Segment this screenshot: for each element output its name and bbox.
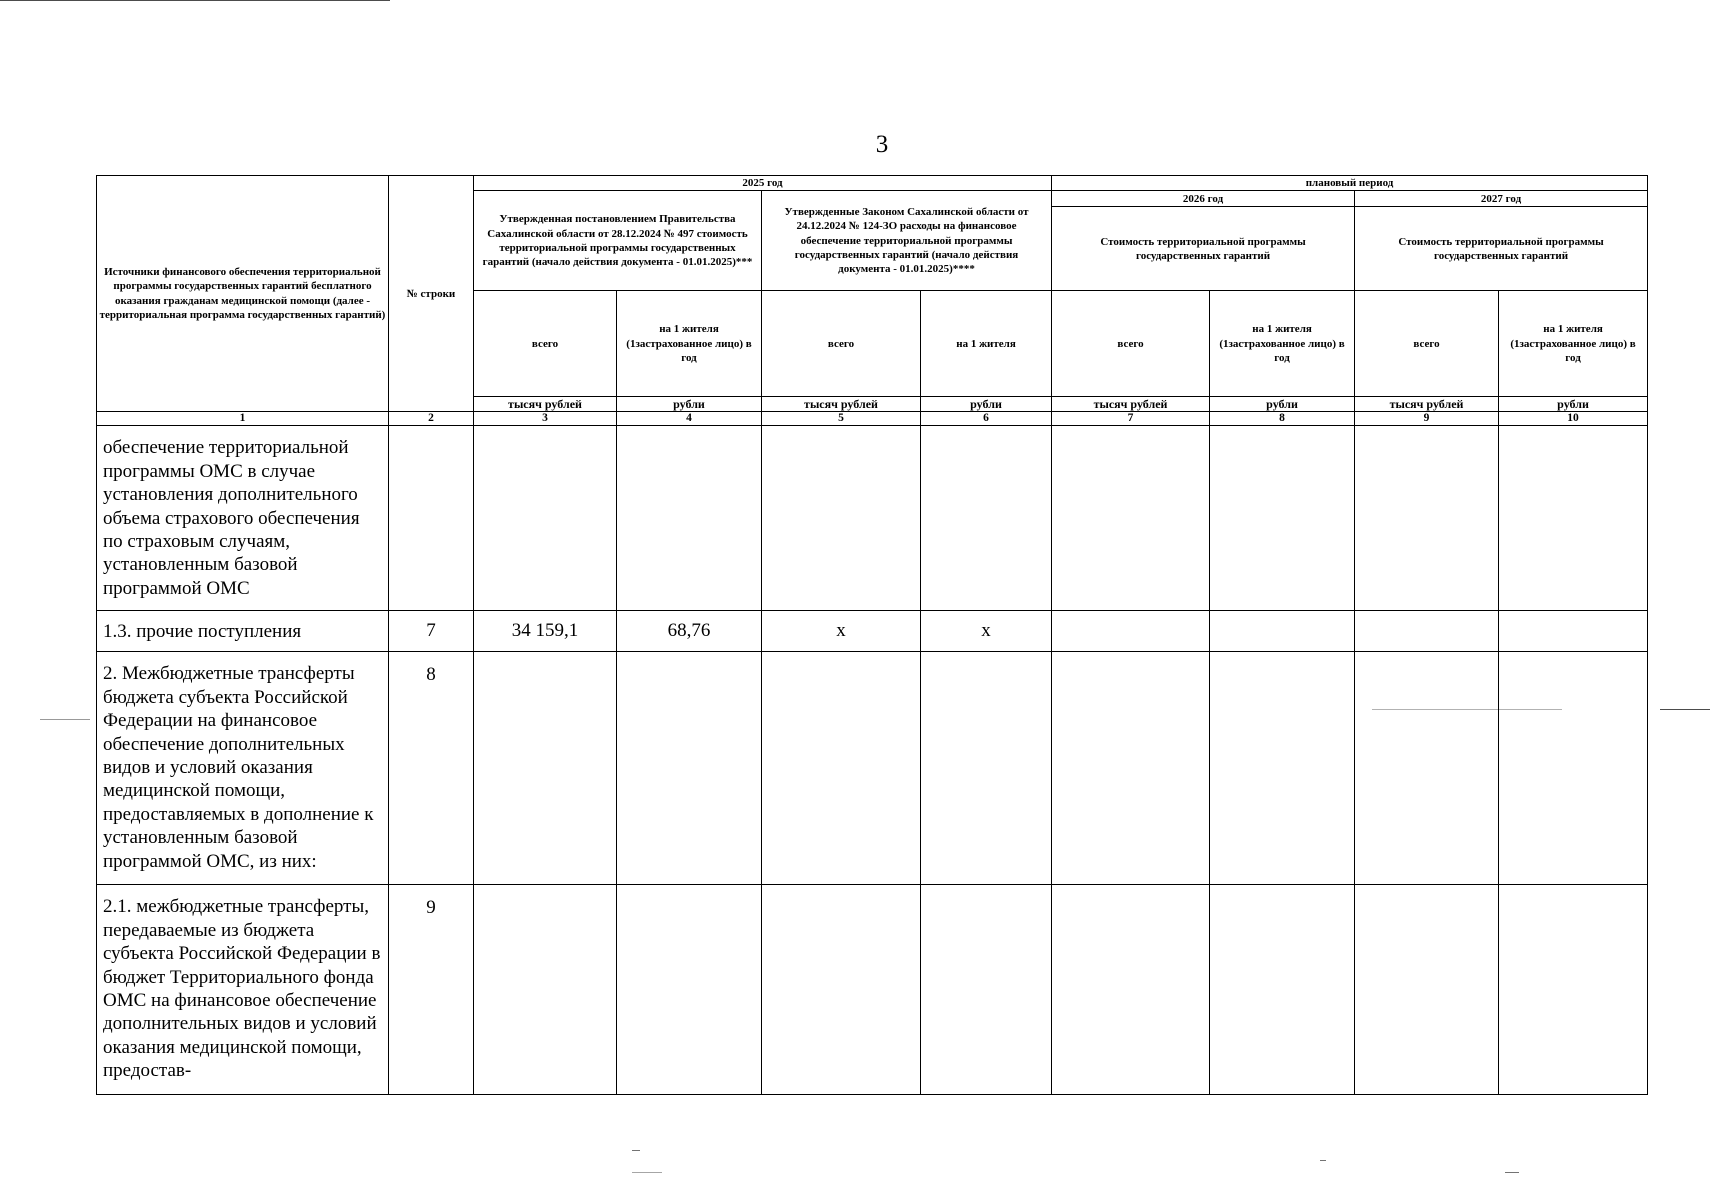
cell-total-2027: [1355, 611, 1499, 652]
header-cost-2027: Стоимость территориальной программы государственных гарантий: [1355, 207, 1648, 291]
column-number: 8: [1210, 412, 1355, 426]
header-approved-law: Утвержденные Законом Сахалинской области от 24.12.2024 № 124-ЗО расходы на финансовое обеспечение территориальной программы государственных гарантий (начало действия документа - 01.01.2025)****: [762, 191, 1052, 291]
cell-total-2027: [1355, 426, 1499, 611]
cell-per-insured-2026: [1210, 611, 1355, 652]
cell-per-insured-2027: [1499, 611, 1648, 652]
cell-per-resident-2025-law: [921, 426, 1052, 611]
header-total-c5: всего: [762, 291, 921, 397]
column-number: 3: [474, 412, 617, 426]
cell-per-insured-2026: [1210, 885, 1355, 1095]
header-per-resident-c6: на 1 жителя: [921, 291, 1052, 397]
header-per-insured-c4: на 1 жителя (1застрахованное лицо) в год: [617, 291, 762, 397]
header-planned-period: плановый период: [1052, 176, 1648, 191]
row-number: 8: [389, 652, 474, 885]
row-number: 9: [389, 885, 474, 1095]
unit-c6: рубли: [921, 397, 1052, 412]
row-label: 2.1. межбюджетные трансферты, передаваемые из бюджета субъекта Российской Федерации в бюджет Территориального фонда ОМС на финансовое обеспечение дополнительных видов и условий оказания медицинской помощи, предостав-: [97, 885, 389, 1095]
cell-total-2026: [1052, 426, 1210, 611]
cell-per-insured-2025-gov: [617, 426, 762, 611]
row-number: [389, 426, 474, 611]
cell-per-insured-2027: [1499, 885, 1648, 1095]
cell-per-insured-2027: [1499, 652, 1648, 885]
table-row: [97, 652, 1648, 885]
column-number: 1: [97, 412, 389, 426]
cell-per-insured-2026: [1210, 426, 1355, 611]
unit-c10: рубли: [1499, 397, 1648, 412]
cell-total-2025-law: [762, 652, 921, 885]
row-label: обеспечение территориальной программы ОМС в случае установления дополнительного объема страхового обеспечения по страховым случаям, установленным базовой программой ОМС: [97, 426, 389, 611]
unit-c5: тысяч рублей: [762, 397, 921, 412]
unit-c7: тысяч рублей: [1052, 397, 1210, 412]
cell-per-resident-2025-law: х: [921, 611, 1052, 652]
cell-per-insured-2025-gov: [617, 652, 762, 885]
scan-edge-line: [1660, 709, 1710, 710]
header-per-insured-c10: на 1 жителя (1застрахованное лицо) в год: [1499, 291, 1648, 397]
scan-smudge: [1320, 1160, 1326, 1161]
cell-total-2026: [1052, 885, 1210, 1095]
column-number: 7: [1052, 412, 1210, 426]
header-cost-2026: Стоимость территориальной программы государственных гарантий: [1052, 207, 1355, 291]
cell-per-insured-2025-gov: [617, 885, 762, 1095]
page-number: 3: [875, 131, 889, 158]
table-row: [97, 611, 1648, 652]
scan-edge-line: [40, 719, 90, 720]
cell-total-2025-gov: [474, 426, 617, 611]
cell-total-2025-law: х: [762, 611, 921, 652]
scan-smudge: [632, 1150, 640, 1151]
scan-smudge: [1505, 1172, 1519, 1173]
cell-total-2025-gov: [474, 652, 617, 885]
header-per-insured-c8: на 1 жителя (1застрахованное лицо) в год: [1210, 291, 1355, 397]
header-total-c9: всего: [1355, 291, 1499, 397]
row-label: 2. Межбюджетные трансферты бюджета субъекта Российской Федерации на финансовое обеспечение дополнительных видов и условий оказания медицинской помощи, предоставляемых в дополнение к установленным базовой программой ОМС, из них:: [97, 652, 389, 885]
column-number: 6: [921, 412, 1052, 426]
unit-c3: тысяч рублей: [474, 397, 617, 412]
cell-total-2027: [1355, 652, 1499, 885]
table-row: [97, 885, 1648, 1095]
header-year-2027: 2027 год: [1355, 191, 1648, 207]
cell-total-2025-law: [762, 426, 921, 611]
cell-per-insured-2025-gov: 68,76: [617, 611, 762, 652]
unit-c8: рубли: [1210, 397, 1355, 412]
header-source-column: Источники финансового обеспечения территориальной программы государственных гарантий бесплатного оказания гражданам медицинской помощи (далее - территориальная программа государственных гарантий): [97, 176, 389, 412]
column-number: 4: [617, 412, 762, 426]
cell-total-2025-gov: [474, 885, 617, 1095]
row-label: 1.3. прочие поступления: [97, 611, 389, 652]
header-row-number: № строки: [389, 176, 474, 412]
scan-smudge: [632, 1172, 662, 1173]
header-year-2025: 2025 год: [474, 176, 1052, 191]
table-row: [97, 426, 1648, 611]
header-total-c7: всего: [1052, 291, 1210, 397]
cell-per-insured-2027: [1499, 426, 1648, 611]
cell-total-2027: [1355, 885, 1499, 1095]
header-total-c3: всего: [474, 291, 617, 397]
cell-per-resident-2025-law: [921, 652, 1052, 885]
cell-total-2026: [1052, 652, 1210, 885]
cell-per-resident-2025-law: [921, 885, 1052, 1095]
financing-table: [96, 175, 1648, 1095]
column-number: 10: [1499, 412, 1648, 426]
cell-total-2025-gov: 34 159,1: [474, 611, 617, 652]
column-number: 9: [1355, 412, 1499, 426]
column-number: 5: [762, 412, 921, 426]
unit-c9: тысяч рублей: [1355, 397, 1499, 412]
scan-edge-line: [0, 0, 390, 1]
header-year-2026: 2026 год: [1052, 191, 1355, 207]
column-number: 2: [389, 412, 474, 426]
cell-per-insured-2026: [1210, 652, 1355, 885]
header-approved-government: Утвержденная постановлением Правительства Сахалинской области от 28.12.2024 № 497 стоимость территориальной программы государственных гарантий (начало действия документа - 01.01.2025)***: [474, 191, 762, 291]
row-number: 7: [389, 611, 474, 652]
unit-c4: рубли: [617, 397, 762, 412]
cell-total-2025-law: [762, 885, 921, 1095]
scan-smudge: [1372, 709, 1562, 710]
cell-total-2026: [1052, 611, 1210, 652]
